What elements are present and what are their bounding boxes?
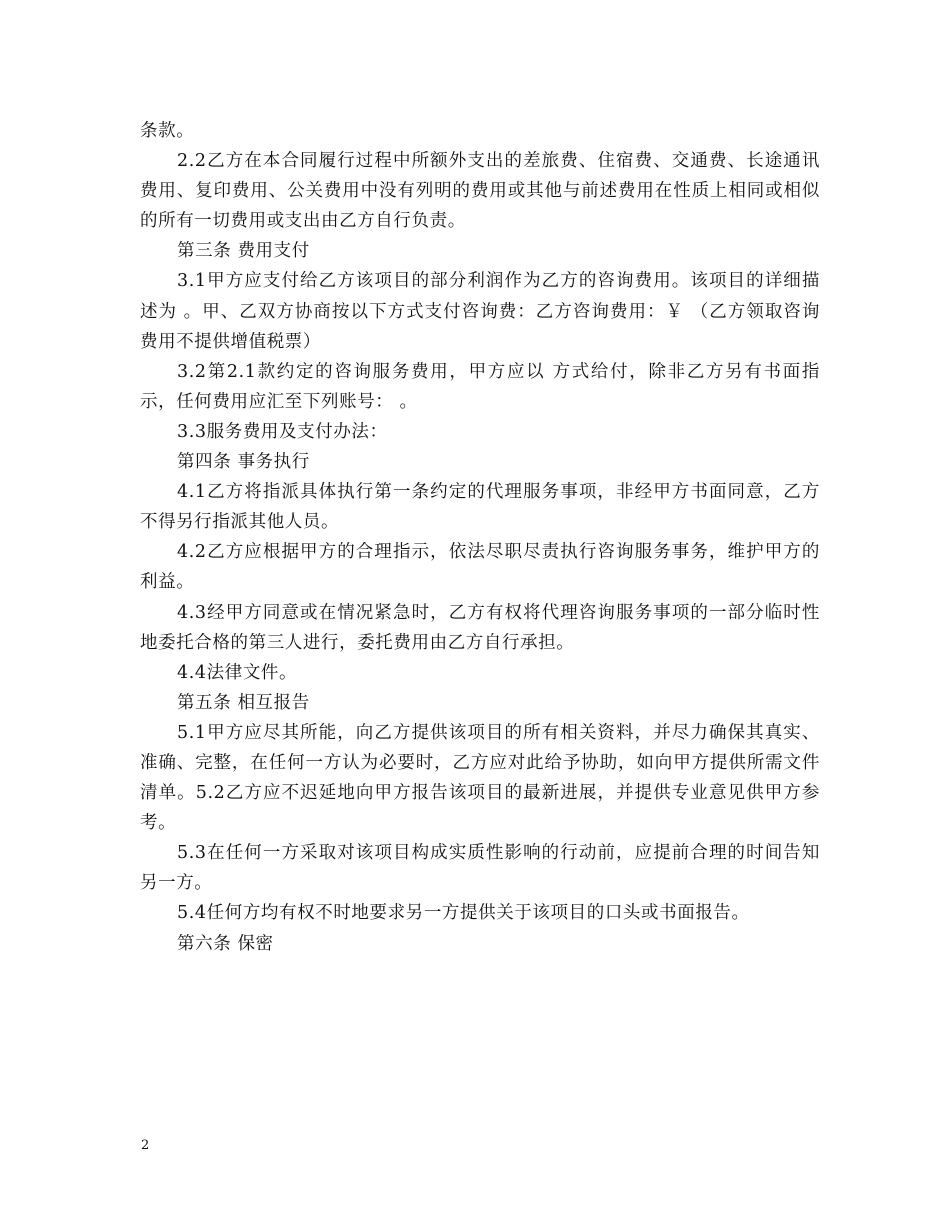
page-number: 2 bbox=[141, 1138, 150, 1153]
heading-article-4: 第四条 事务执行 bbox=[177, 452, 310, 473]
paragraph-5-4: 5.4任何方均有权不时地要求另一方提供关于该项目的口头或书面报告。 bbox=[177, 903, 750, 924]
paragraph-3-3: 3.3服务费用及支付办法： bbox=[177, 421, 388, 442]
contract-body bbox=[140, 116, 820, 959]
heading-article-5: 第五条 相互报告 bbox=[177, 692, 310, 713]
paragraph-5-1: 5.1甲方应尽其所能，向乙方提供该项目的所有相关资料，并尽力确保其真实、准确、完整，在任何一方认为必要时，乙方应对此给予协助，如向甲方提供所需文件清单。5.2乙方应不迟延地向甲方报告该项目的最新进展，并提供专业意见供甲方参考。 bbox=[140, 722, 820, 834]
paragraph-4-4: 4.4法律文件。 bbox=[177, 662, 298, 683]
paragraph-4-1: 4.1乙方将指派具体执行第一条约定的代理服务事项，非经甲方书面同意，乙方不得另行指派其他人员。 bbox=[140, 482, 820, 533]
paragraph-clause-end: 条款。 bbox=[140, 121, 195, 141]
paragraph-4-2: 4.2乙方应根据甲方的合理指示，依法尽职尽责执行咨询服务事务，维护甲方的利益。 bbox=[140, 542, 820, 593]
heading-article-3: 第三条 费用支付 bbox=[177, 241, 310, 262]
paragraph-3-2: 3.2第2.1款约定的咨询服务费用，甲方应以 方式给付，除非乙方另有书面指示，任何费用应汇至下列账号： 。 bbox=[140, 361, 820, 412]
paragraph-4-3: 4.3经甲方同意或在情况紧急时，乙方有权将代理咨询服务事项的一部分临时性地委托合格的第三人进行，委托费用由乙方自行承担。 bbox=[140, 602, 820, 653]
paragraph-2-2: 2.2乙方在本合同履行过程中所额外支出的差旅费、住宿费、交通费、长途通讯费用、复印费用、公关费用中没有列明的费用或其他与前述费用在性质上相同或相似的所有一切费用或支出由乙方自行负责。 bbox=[140, 151, 820, 232]
paragraph-5-3: 5.3在任何一方采取对该项目构成实质性影响的行动前，应提前合理的时间告知另一方。 bbox=[140, 843, 820, 894]
heading-article-6: 第六条 保密 bbox=[177, 933, 274, 954]
paragraph-3-1: 3.1甲方应支付给乙方该项目的部分利润作为乙方的咨询费用。该项目的详细描述为 。甲、乙双方协商按以下方式支付咨询费：乙方咨询费用：￥ （乙方领取咨询费用不提供增值税票） bbox=[140, 271, 820, 352]
